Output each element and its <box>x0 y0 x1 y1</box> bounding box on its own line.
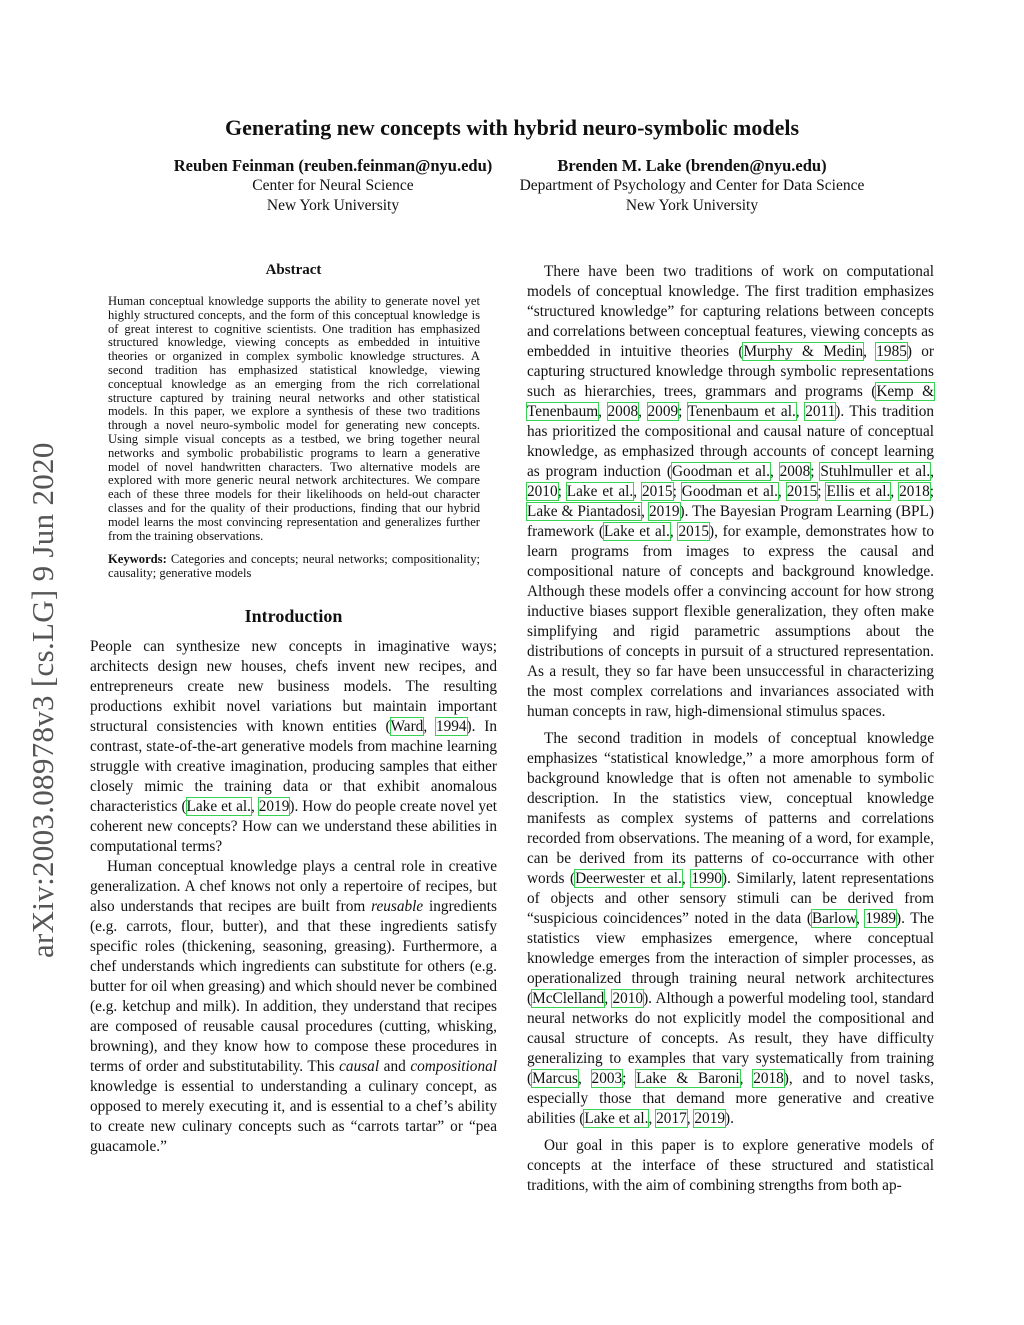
citation-link[interactable]: 2008 <box>607 403 639 420</box>
citation-link[interactable]: Stuhlmuller et al. <box>820 463 931 480</box>
citation-link[interactable]: Lake et al. <box>186 797 251 815</box>
author-name: Brenden M. Lake (brenden@nyu.edu) <box>557 156 827 175</box>
citation-link[interactable]: Lake et al. <box>584 1110 649 1127</box>
citation-link[interactable]: 2010 <box>527 483 558 500</box>
right-column <box>527 262 934 1196</box>
author-block-2 <box>472 156 912 216</box>
keywords-label: Keywords: <box>108 552 167 567</box>
arxiv-identifier[interactable]: arXiv:2003.08978v3 [cs.LG] 9 Jun 2020 <box>25 442 60 958</box>
citation-link[interactable]: Murphy & Medin <box>743 343 864 360</box>
introduction-heading: Introduction <box>244 605 343 626</box>
citation-link[interactable]: 1985 <box>876 343 907 360</box>
keywords <box>108 553 480 581</box>
citation-link[interactable]: 2015 <box>786 483 818 500</box>
citation-link[interactable]: Barlow <box>811 910 856 927</box>
citation-link[interactable]: 1989 <box>865 910 896 927</box>
author-name: Reuben Feinman (reuben.feinman@nyu.edu) <box>173 156 493 175</box>
right-paragraph-3: Our goal in this paper is to explore generative models of concepts at the interface of these structured and statistical traditions, with the aim of combining strengths from both ap- <box>527 1137 934 1194</box>
citation-link[interactable]: Kemp & Tenenbaum <box>527 383 934 420</box>
citation-link[interactable]: 2017 <box>656 1110 687 1127</box>
author-affiliation: Department of Psychology and Center for Data Science <box>519 177 865 194</box>
citation-link[interactable]: 2011 <box>805 403 836 420</box>
citation-link[interactable]: 2019 <box>694 1110 725 1127</box>
abstract-heading: Abstract <box>265 262 322 278</box>
citation-link[interactable]: Deerwester et al. <box>575 870 682 887</box>
citation-link[interactable]: 2015 <box>641 483 673 500</box>
citation-link[interactable]: Goodman et al. <box>681 483 778 500</box>
citation-link[interactable]: 2009 <box>647 403 679 420</box>
citation-link[interactable]: Lake et al. <box>603 523 670 540</box>
left-column <box>90 262 497 1157</box>
citation-link[interactable]: 1994 <box>435 717 467 735</box>
citation-link[interactable]: 2008 <box>779 463 811 480</box>
paper-title: Generating new concepts with hybrid neuro-symbolic models <box>224 115 800 140</box>
intro-paragraph-1: People can synthesize new concepts in imaginative ways; architects design new houses, chefs invent new recipes, and entrepreneurs create new business models. The resulting productions exhibit novel variations but maintain important structural consistencies with known entities (Ward, 1994). In contrast, state-of-the-art generative models from machine learning struggle with creative imagination, producing samples that either closely mimic the training data or that exhibit anomalous characteristics (Lake et al., 2019). How do people create novel yet coherent new concepts? How can we understand these abilities in computational terms? <box>90 637 498 855</box>
citation-link[interactable]: Ellis et al. <box>826 483 891 500</box>
citation-link[interactable]: 2015 <box>678 523 710 540</box>
citation-link[interactable]: 2003 <box>591 1070 623 1087</box>
citation-link[interactable]: 2019 <box>648 503 680 520</box>
intro-paragraph-2: Human conceptual knowledge plays a central role in creative generalization. A chef knows not only a repertoire of recipes, but also understands that recipes are built from reusable ingredients (e.g. carrots, flour, butter), and that these ingredients satisfy specific roles (thickening, seasoning, greasing). Furthermore, a chef understands which ingredients can substitute for others (e.g. butter for oil when greasing) and which should never be combined (e.g. ketchup and milk). In addition, they understand that recipes are composed of reusable causal procedures (cutting, whisking, browning), and they know how to compose these procedures in terms of order and substitutability. This causal and compositional knowledge is essential to understanding a culinary concept, as opposed to merely executing it, and is essential to a chef’s ability to create new culinary concepts such as “carrots tartar” or “pea guacamole.” <box>90 857 497 1155</box>
citation-link[interactable]: Lake & Piantadosi <box>527 503 642 520</box>
right-paragraph-1: There have been two traditions of work on computational models of conceptual knowledge. The first tradition emphasizes “structured knowledge” for capturing relations between concepts and correlations between conceptual features, viewing concepts as embedded in intuitive theories (Murphy & Medin, 1985) or capturing structured knowledge through symbolic representations such as hierarchies, trees, grammars and programs (Kemp & Tenenbaum, 2008, 2009; Tenenbaum et al., 2011). This tradition has prioritized the compositional and causal nature of conceptual knowledge, as emphasized through accounts of concept learning as program induction (Goodman et al., 2008; Stuhlmuller et al., 2010; Lake et al., 2015; Goodman et al., 2015; Ellis et al., 2018; Lake & Piantadosi, 2019). The Bayesian Program Learning (BPL) framework (Lake et al., 2015), for example, demonstrates how to learn programs from images to express the causal and compositional nature of concepts and background knowledge. Although these models offer a convincing account for how strong inductive biases support flexible generalization, they often make simplifying and rigid parametric assumptions about the distributions of concepts in pursuit of a structured representation. As a result, they so far have been unsuccessful in characterizing the most complex correlations and invariances associated with human concepts in raw, high-dimensional stimulus spaces. <box>527 263 935 720</box>
abstract-text: Human conceptual knowledge supports the ability to generate novel yet highly structured concepts, and the form of this conceptual knowledge is of great interest to cognitive scientists. One tradition has emphasized structured knowledge, viewing concepts as embedded in intuitive theories or organized in complex symbolic knowledge structures. A second tradition has emphasized statistical knowledge, viewing conceptual knowledge as an emerging from the rich correlational structure captured by training neural networks and other statistical models. In this paper, we explore a synthesis of these two traditions through a novel neuro-symbolic model for generating new concepts. Using simple visual concepts as a testbed, we bring together neural networks and symbolic probabilistic programs to learn a generative model of novel handwritten characters. Two alternative models are explored with more generic neural network architectures. We compare each of these three models for their likelihoods on held-out character classes and for the quality of their productions, finding that our hybrid model learns the most convincing representation and generalizes further from the training observations. <box>108 294 480 543</box>
citation-link[interactable]: 2019 <box>258 797 290 815</box>
citation-link[interactable]: Lake & Baroni <box>636 1070 740 1087</box>
citation-link[interactable]: Ward <box>390 717 424 735</box>
citation-link[interactable]: 1990 <box>691 870 722 887</box>
citation-link[interactable]: 2010 <box>612 990 644 1007</box>
citation-link[interactable]: McClelland <box>532 990 605 1007</box>
citation-link[interactable]: 2018 <box>753 1070 784 1087</box>
citation-link[interactable]: Tenenbaum et al. <box>687 403 796 420</box>
citation-link[interactable]: 2018 <box>899 483 930 500</box>
citation-link[interactable]: Lake et al. <box>566 483 634 500</box>
citation-link[interactable]: Marcus <box>532 1070 578 1087</box>
author-institution: New York University <box>266 197 400 214</box>
keywords-text: Categories and concepts; neural networks; compositionality; causality; generative models <box>108 552 480 581</box>
citation-link[interactable]: Goodman et al. <box>672 463 770 480</box>
author-affiliation: Center for Neural Science <box>252 177 414 194</box>
right-paragraph-2: The second tradition in models of conceptual knowledge emphasizes “statistical knowledge,” a more amorphous form of background knowledge that is often not amenable to symbolic description. In the statistics view, conceptual knowledge manifests as complex systems of patterns and correlations recorded from observations. The meaning of a word, for example, can be derived from its patterns of co-occurrance with other words (Deerwester et al., 1990). Similarly, latent representations of objects and other sensory stimuli can be derived from “suspicious coincidences” noted in the data (Barlow, 1989). The statistics view emphasizes emergence, where conceptual knowledge emerges from the interaction of simpler processes, as operationalized through training neural network architectures (McClelland, 2010). Although a powerful modeling tool, standard neural networks do not explicitly model the compositional and causal structure of concepts. As result, they have difficulty generalizing to examples that vary systematically from training (Marcus, 2003; Lake & Baroni, 2018), and to novel tasks, especially those that demand more generative and creative abilities (Lake et al., 2017, 2019). <box>527 730 935 1127</box>
author-institution: New York University <box>625 197 759 214</box>
